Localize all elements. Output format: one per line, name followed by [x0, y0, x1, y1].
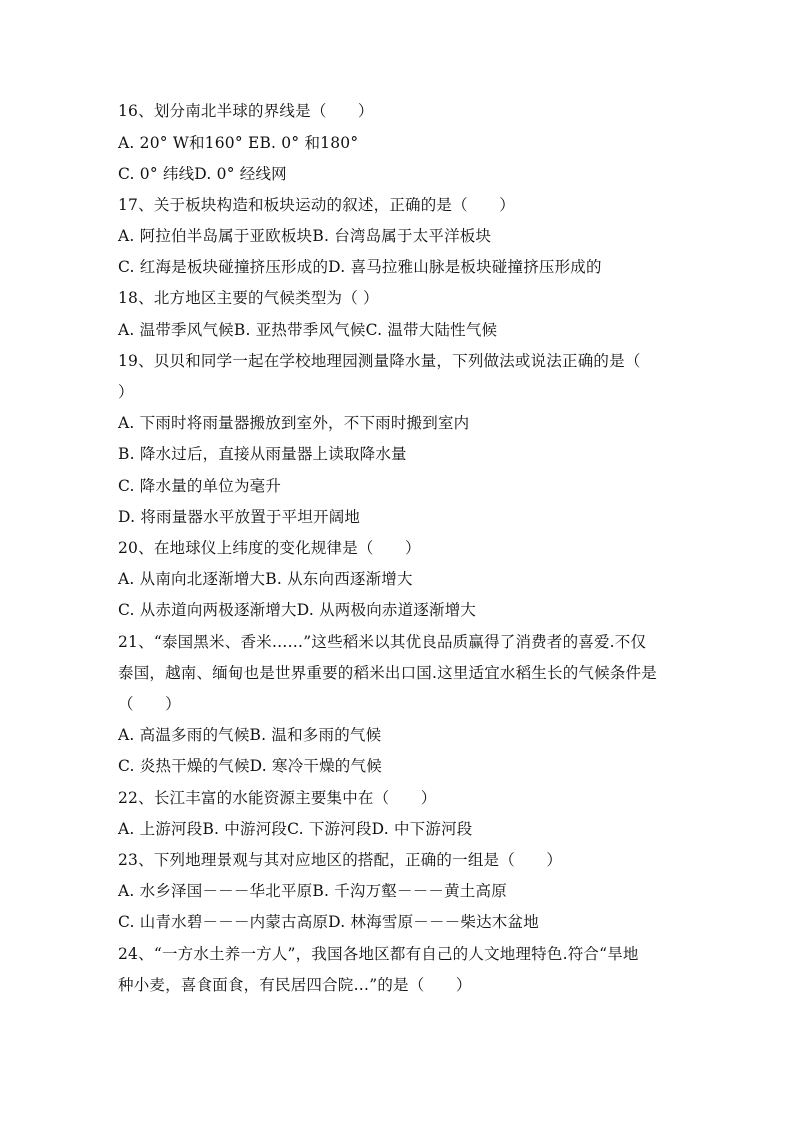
question-19-continued: ） [118, 383, 134, 401]
question-21-options-cd: C. 炎热干燥的气候D. 寒冷干燥的气候 [118, 757, 382, 775]
question-23-options-ab: A. 水乡泽国－－－华北平原B. 千沟万壑－－－黄土高原 [118, 882, 507, 900]
question-18: 18、北方地区主要的气候类型为（ ） [118, 289, 379, 307]
question-21-continued: 泰国，越南、缅甸也是世界重要的稻米出口国.这里适宜水稻生长的气候条件是 [118, 664, 657, 682]
question-20-options-cd: C. 从赤道向两极逐渐增大D. 从两极向赤道逐渐增大 [118, 601, 477, 619]
question-19-option-a: A. 下雨时将雨量器搬放到室外，不下雨时搬到室内 [118, 414, 470, 432]
question-17: 17、关于板块构造和板块运动的叙述，正确的是（ ） [118, 196, 515, 214]
question-16: 16、划分南北半球的界线是（ ） [118, 102, 374, 120]
question-16-options-cd: C. 0° 纬线D. 0° 经线网 [118, 165, 287, 183]
question-17-options-cd: C. 红海是板块碰撞挤压形成的D. 喜马拉雅山脉是板块碰撞挤压形成的 [118, 258, 602, 276]
question-23: 23、下列地理景观与其对应地区的搭配，正确的一组是（ ） [118, 851, 563, 869]
question-24-continued: 种小麦，喜食面食，有民居四合院…”的是（ ） [118, 976, 472, 994]
question-20: 20、在地球仪上纬度的变化规律是（ ） [118, 539, 421, 557]
question-16-options-ab: A. 20° W和160° EB. 0° 和180° [118, 134, 359, 152]
question-24: 24、“一方水土养一方人”，我国各地区都有自己的人文地理特色.符合“旱地 [118, 945, 639, 963]
question-19: 19、贝贝和同学一起在学校地理园测量降水量，下列做法或说法正确的是（ [118, 352, 641, 370]
question-19-option-d: D. 将雨量器水平放置于平坦开阔地 [118, 508, 361, 526]
question-21: 21、“泰国黑米、香米……”这些稻米以其优良品质赢得了消费者的喜爱.不仅 [118, 633, 647, 651]
question-18-options: A. 温带季风气候B. 亚热带季风气候C. 温带大陆性气候 [118, 321, 498, 339]
question-19-option-b: B. 降水过后，直接从雨量器上读取降水量 [118, 445, 407, 463]
question-22: 22、长江丰富的水能资源主要集中在（ ） [118, 789, 437, 807]
question-21-options-ab: A. 高温多雨的气候B. 温和多雨的气候 [118, 726, 382, 744]
question-22-options: A. 上游河段B. 中游河段C. 下游河段D. 中下游河段 [118, 820, 473, 838]
question-19-option-c: C. 降水量的单位为毫升 [118, 477, 282, 495]
question-20-options-ab: A. 从南向北逐渐增大B. 从东向西逐渐增大 [118, 570, 413, 588]
question-17-options-ab: A. 阿拉伯半岛属于亚欧板块B. 台湾岛属于太平洋板块 [118, 227, 492, 245]
question-23-options-cd: C. 山青水碧－－－内蒙古高原D. 林海雪原－－－柴达木盆地 [118, 913, 539, 931]
question-21-continued-2: （ ） [118, 695, 181, 713]
